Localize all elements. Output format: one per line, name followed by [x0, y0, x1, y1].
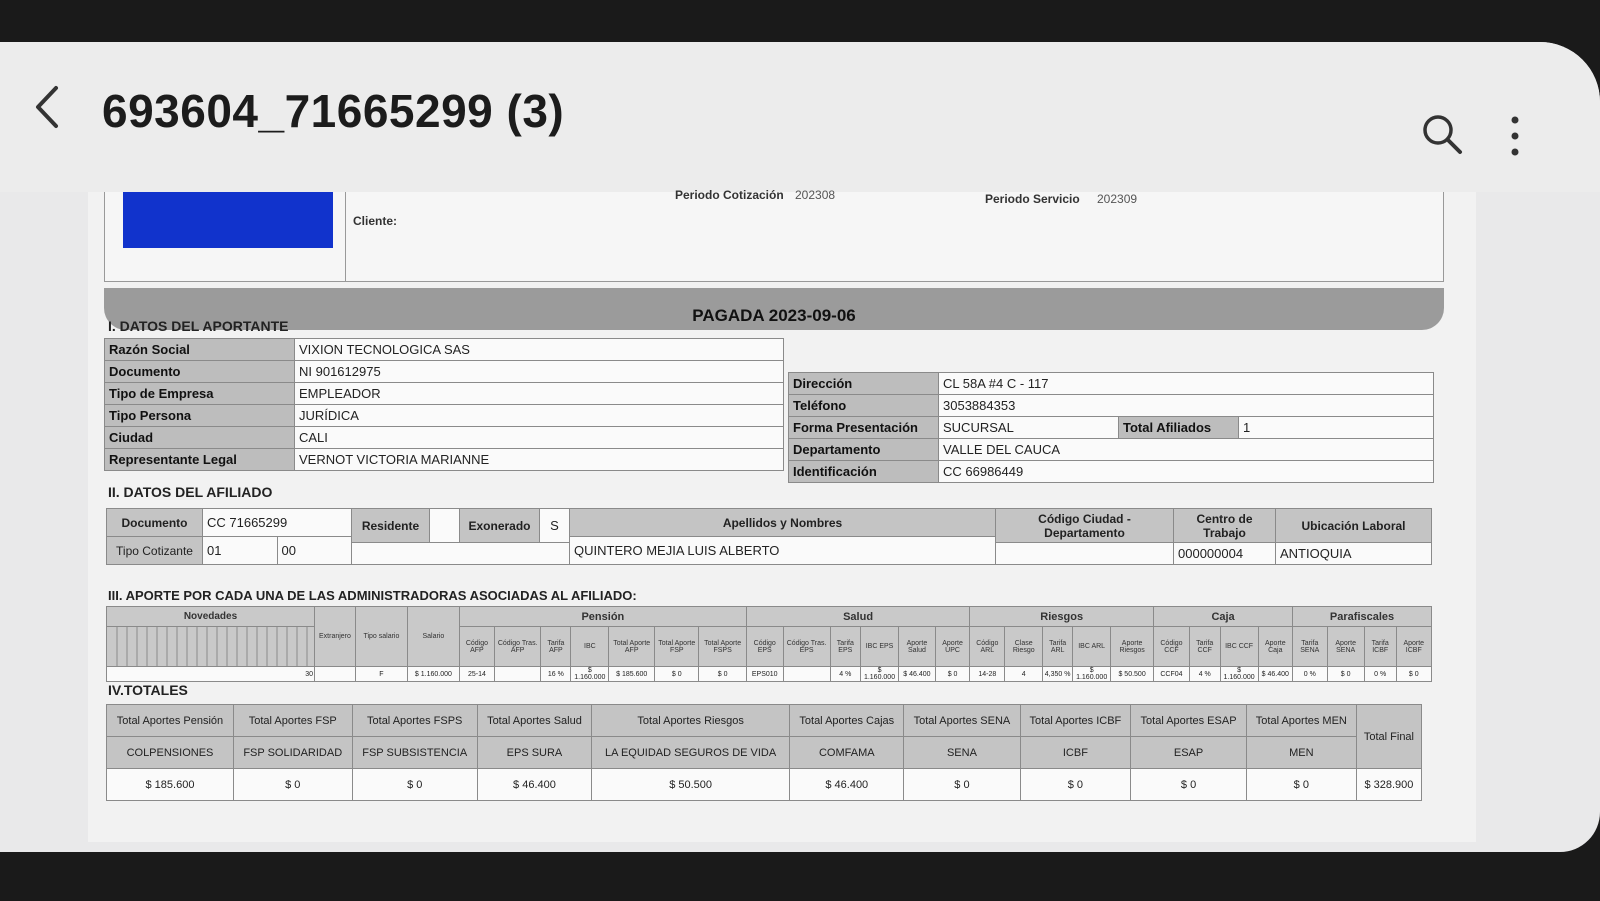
- totales-value: $ 0: [233, 769, 352, 801]
- subtipo-value: 00: [277, 537, 352, 565]
- totales-header: Total Aportes Riesgos: [592, 705, 790, 737]
- aportes-cell: 25-14: [459, 667, 494, 682]
- aportes-column-header: Tarifa ICBF: [1364, 627, 1396, 667]
- tipo-salario-header: Tipo salario: [355, 607, 407, 667]
- header-divider: [345, 192, 346, 282]
- totales-value: $ 0: [1131, 769, 1246, 801]
- aportes-cell: $ 1.160.000: [571, 667, 609, 682]
- table-row: [107, 627, 1432, 667]
- table-row: [789, 395, 1434, 417]
- total-final-label: Total Final: [1356, 705, 1421, 769]
- totales-entity: SENA: [904, 737, 1020, 769]
- aportes-cell: EPS010: [746, 667, 783, 682]
- totales-header: Total Aportes SENA: [904, 705, 1020, 737]
- ciudad-value: CALI: [295, 427, 784, 449]
- aportes-cell: $ 0: [699, 667, 746, 682]
- pila-sheet: [104, 188, 1454, 832]
- back-arrow-icon[interactable]: [28, 82, 68, 132]
- forma-presentacion-value: SUCURSAL: [939, 417, 1119, 439]
- periodo-servicio-label: Periodo Servicio: [985, 192, 1080, 206]
- residente-exonerado-filler: [352, 543, 570, 565]
- aportes-cell: $ 1.160.000: [861, 667, 899, 682]
- table-row: [789, 439, 1434, 461]
- total-afiliados-label: Total Afiliados: [1119, 417, 1239, 439]
- salario-header: Salario: [407, 607, 459, 667]
- exonerado-value: S: [540, 509, 570, 543]
- totales-table: [106, 704, 1422, 801]
- total-final-value: $ 328.900: [1356, 769, 1421, 801]
- tipo-cotizante-value: 01: [203, 537, 278, 565]
- extranjero-value: [315, 667, 356, 682]
- aportes-cell: $ 1.160.000: [1073, 667, 1111, 682]
- aportante-left-table: [104, 338, 784, 471]
- aportes-cell: $ 46.400: [1258, 667, 1293, 682]
- totales-header: Total Aportes ESAP: [1131, 705, 1246, 737]
- ubicacion-laboral-value: ANTIOQUIA: [1276, 543, 1432, 565]
- totales-header: Total Aportes Cajas: [790, 705, 904, 737]
- representante-value: VERNOT VICTORIA MARIANNE: [295, 449, 784, 471]
- sheet-header: [104, 188, 1444, 282]
- aportes-column-header: Clase Riesgo: [1005, 627, 1043, 667]
- totales-entity: COMFAMA: [790, 737, 904, 769]
- aportes-cell: 14-28: [970, 667, 1005, 682]
- table-row: [789, 417, 1434, 439]
- totales-value: $ 46.400: [477, 769, 591, 801]
- aportes-cell: $ 46.400: [899, 667, 936, 682]
- totales-entity: ESAP: [1131, 737, 1246, 769]
- aportes-column-header: Total Aporte FSP: [655, 627, 699, 667]
- cliente-label: Cliente:: [353, 214, 398, 228]
- totales-entity: MEN: [1246, 737, 1356, 769]
- aportes-column-header: Aporte ICBF: [1396, 627, 1431, 667]
- aportes-cell: $ 1.160.000: [1220, 667, 1258, 682]
- aportes-cell: $ 50.500: [1111, 667, 1154, 682]
- periodo-cotizacion-label: Periodo Cotización: [675, 188, 784, 202]
- document-title: 693604_71665299 (3): [102, 85, 565, 137]
- search-icon[interactable]: [1420, 112, 1464, 156]
- pension-header: Pensión: [459, 607, 746, 627]
- documento-label: Documento: [105, 361, 295, 383]
- afiliado-table: [106, 508, 1432, 565]
- aportes-cell: [494, 667, 540, 682]
- totales-value: $ 50.500: [592, 769, 790, 801]
- razon-social-label: Razón Social: [105, 339, 295, 361]
- aportes-column-header: Aporte UPC: [935, 627, 970, 667]
- aportes-column-header: Código CCF: [1154, 627, 1190, 667]
- afiliado-documento-label: Documento: [107, 509, 203, 537]
- aportes-column-header: IBC: [571, 627, 609, 667]
- direccion-value: CL 58A #4 C - 117: [939, 373, 1434, 395]
- direccion-label: Dirección: [789, 373, 939, 395]
- section-aportes-title: III. APORTE POR CADA UNA DE LAS ADMINISTRADORAS ASOCIADAS AL AFILIADO:: [108, 588, 637, 603]
- aportes-column-header: Tarifa AFP: [541, 627, 571, 667]
- aportes-cell: $ 0: [935, 667, 970, 682]
- table-row: [107, 769, 1422, 801]
- representante-label: Representante Legal: [105, 449, 295, 471]
- periodo-cotizacion-value: 202308: [795, 188, 836, 202]
- phone-screen: [0, 42, 1600, 852]
- apellidos-value: QUINTERO MEJIA LUIS ALBERTO: [570, 537, 996, 565]
- ubicacion-laboral-label: Ubicación Laboral: [1276, 509, 1432, 543]
- aportes-cell: $ 0: [1327, 667, 1364, 682]
- salud-header: Salud: [746, 607, 969, 627]
- table-row: [105, 383, 784, 405]
- aportes-cell: 4: [1005, 667, 1043, 682]
- exonerado-label: Exonerado: [460, 509, 540, 543]
- aportes-column-header: Tarifa CCF: [1189, 627, 1220, 667]
- table-row: [107, 705, 1422, 737]
- totales-value: $ 0: [1020, 769, 1131, 801]
- totales-value: $ 0: [904, 769, 1020, 801]
- aportes-cell: 4 %: [1189, 667, 1220, 682]
- aportes-cell: [783, 667, 830, 682]
- aportes-column-header: Código AFP: [459, 627, 494, 667]
- aportes-column-header: Código EPS: [746, 627, 783, 667]
- aportes-table: [106, 606, 1432, 682]
- aportes-column-header: Aporte Salud: [899, 627, 936, 667]
- centro-trabajo-value: 000000004: [1174, 543, 1276, 565]
- codigo-ciudad-value: [996, 543, 1174, 565]
- documento-value: NI 901612975: [295, 361, 784, 383]
- totales-entity: FSP SOLIDARIDAD: [233, 737, 352, 769]
- more-options-icon[interactable]: [1505, 114, 1525, 158]
- total-afiliados-value: 1: [1239, 417, 1434, 439]
- aportes-cell: 0 %: [1293, 667, 1327, 682]
- aportes-column-header: Tarifa EPS: [830, 627, 861, 667]
- centro-trabajo-label: Centro de Trabajo: [1174, 509, 1276, 543]
- totales-header: Total Aportes Pensión: [107, 705, 234, 737]
- payment-status-banner: PAGADA 2023-09-06: [104, 288, 1444, 330]
- totales-value: $ 0: [1246, 769, 1356, 801]
- aportes-column-header: Código Tras. AFP: [494, 627, 540, 667]
- aportes-column-header: IBC CCF: [1220, 627, 1258, 667]
- totales-header: Total Aportes FSP: [233, 705, 352, 737]
- aportes-cell: $ 0: [1396, 667, 1431, 682]
- tipo-empresa-value: EMPLEADOR: [295, 383, 784, 405]
- table-row: [105, 339, 784, 361]
- table-row: [789, 373, 1434, 395]
- residente-value: [430, 509, 460, 543]
- table-row: [107, 607, 1432, 627]
- aportes-column-header: Aporte SENA: [1327, 627, 1364, 667]
- aportes-cell: 0 %: [1364, 667, 1396, 682]
- aportes-cell: CCF04: [1154, 667, 1190, 682]
- riesgos-header: Riesgos: [970, 607, 1154, 627]
- aportes-cell: 4 %: [830, 667, 861, 682]
- dias-value: 30: [107, 667, 315, 682]
- aportes-cell: $ 185.600: [609, 667, 655, 682]
- telefono-label: Teléfono: [789, 395, 939, 417]
- parafiscales-header: Parafiscales: [1293, 607, 1432, 627]
- extranjero-header: Extranjero: [315, 607, 356, 667]
- document-viewer[interactable]: [88, 188, 1476, 842]
- tipo-salario-value: F: [355, 667, 407, 682]
- table-row: [105, 361, 784, 383]
- section-afiliado-title: II. DATOS DEL AFILIADO: [108, 484, 273, 500]
- table-row: [107, 667, 1432, 682]
- tipo-cotizante-label: Tipo Cotizante: [107, 537, 203, 565]
- table-row: [105, 449, 784, 471]
- table-row: [789, 461, 1434, 483]
- table-row: [107, 737, 1422, 769]
- totales-entity: COLPENSIONES: [107, 737, 234, 769]
- aportes-column-header: Total Aporte FSPS: [699, 627, 746, 667]
- codigo-ciudad-label: Código Ciudad - Departamento: [996, 509, 1174, 543]
- aportes-column-header: Aporte Caja: [1258, 627, 1293, 667]
- periodo-servicio-value: 202309: [1097, 192, 1138, 206]
- aportes-column-header: Código Tras. EPS: [783, 627, 830, 667]
- aportes-column-header: Tarifa SENA: [1293, 627, 1327, 667]
- identificacion-label: Identificación: [789, 461, 939, 483]
- caja-header: Caja: [1154, 607, 1293, 627]
- aportes-column-header: Aporte Riesgos: [1111, 627, 1154, 667]
- aportes-cell: $ 0: [655, 667, 699, 682]
- novedades-header: Novedades: [107, 607, 315, 627]
- totales-entity: ICBF: [1020, 737, 1131, 769]
- totales-header: Total Aportes Salud: [477, 705, 591, 737]
- aportes-column-header: Tarifa ARL: [1043, 627, 1073, 667]
- totales-entity: EPS SURA: [477, 737, 591, 769]
- totales-value: $ 46.400: [790, 769, 904, 801]
- tipo-persona-value: JURÍDICA: [295, 405, 784, 427]
- tipo-empresa-label: Tipo de Empresa: [105, 383, 295, 405]
- afiliado-documento-value: CC 71665299: [203, 509, 352, 537]
- totales-header: Total Aportes ICBF: [1020, 705, 1131, 737]
- residente-label: Residente: [352, 509, 430, 543]
- apellidos-label: Apellidos y Nombres: [570, 509, 996, 537]
- novedades-flags: [107, 627, 315, 667]
- aportes-column-header: Total Aporte AFP: [609, 627, 655, 667]
- telefono-value: 3053884353: [939, 395, 1434, 417]
- departamento-label: Departamento: [789, 439, 939, 461]
- totales-entity: FSP SUBSISTENCIA: [352, 737, 477, 769]
- aportes-cell: 16 %: [541, 667, 571, 682]
- identificacion-value: CC 66986449: [939, 461, 1434, 483]
- forma-presentacion-label: Forma Presentación: [789, 417, 939, 439]
- totales-header: Total Aportes FSPS: [352, 705, 477, 737]
- ciudad-label: Ciudad: [105, 427, 295, 449]
- totales-header: Total Aportes MEN: [1246, 705, 1356, 737]
- aportes-column-header: IBC EPS: [861, 627, 899, 667]
- app-bar: [0, 42, 1600, 192]
- table-row: [107, 509, 1432, 537]
- razon-social-value: VIXION TECNOLOGICA SAS: [295, 339, 784, 361]
- table-row: [105, 427, 784, 449]
- aportes-column-header: IBC ARL: [1073, 627, 1111, 667]
- totales-value: $ 0: [352, 769, 477, 801]
- table-row: [105, 405, 784, 427]
- aportante-right-table: [788, 372, 1434, 483]
- section-aportante-title: I. DATOS DEL APORTANTE: [108, 318, 289, 334]
- company-logo: [123, 192, 333, 248]
- tipo-persona-label: Tipo Persona: [105, 405, 295, 427]
- totales-value: $ 185.600: [107, 769, 234, 801]
- departamento-value: VALLE DEL CAUCA: [939, 439, 1434, 461]
- totales-entity: LA EQUIDAD SEGUROS DE VIDA: [592, 737, 790, 769]
- salario-value: $ 1.160.000: [407, 667, 459, 682]
- aportes-column-header: Código ARL: [970, 627, 1005, 667]
- aportes-cell: 4,350 %: [1043, 667, 1073, 682]
- section-totales-title: IV.TOTALES: [108, 682, 188, 698]
